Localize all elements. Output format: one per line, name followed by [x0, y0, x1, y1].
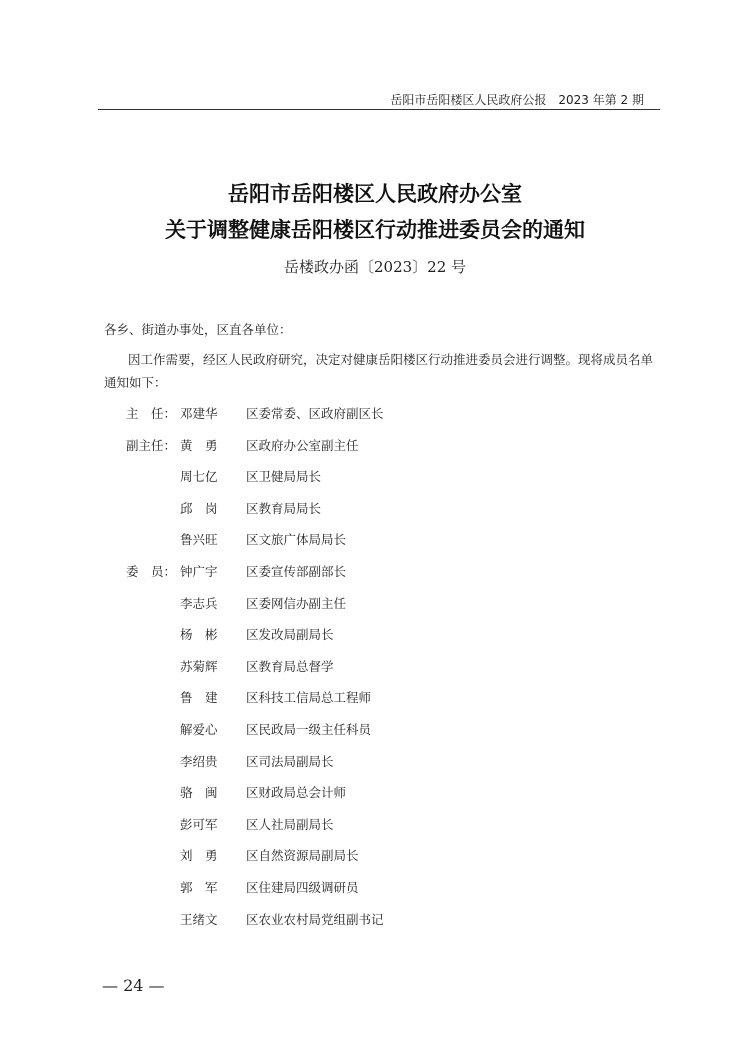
member-row: [0, 783, 750, 803]
member-position: 区文旅广体局局长: [246, 532, 347, 548]
member-name: 鲁兴旺: [180, 532, 218, 548]
member-row: [0, 467, 750, 487]
member-position: 区财政局总会计师: [246, 785, 347, 801]
member-name: 彭可军: [180, 816, 218, 832]
member-position: 区民政局一级主任科员: [246, 722, 372, 737]
member-name: 钟广宇: [180, 564, 218, 579]
member-row: [0, 846, 750, 866]
body-paragraph: 因工作需要，经区人民政府研究，决定对健康岳阳楼区行动推进委员会进行调整。现将成员名单通知如下：: [104, 352, 654, 390]
member-name: 郭 军: [180, 880, 218, 895]
member-row: [0, 562, 750, 582]
member-position: 区卫健局局长: [246, 469, 322, 485]
member-row: [0, 657, 750, 677]
member-name: 刘 勇: [180, 848, 218, 864]
member-position: 区教育局局长: [246, 500, 322, 516]
member-name: 邱 岗: [180, 500, 218, 516]
member-position: 区司法局副局长: [246, 753, 334, 769]
member-row: [0, 878, 750, 898]
header-divider: [98, 109, 660, 110]
member-position: 区人社局副局长: [246, 816, 334, 832]
member-row: [0, 752, 750, 772]
member-name: 王绪文: [180, 911, 218, 927]
member-name: 黄 勇: [180, 437, 218, 453]
member-name: 李绍贵: [180, 753, 218, 769]
member-position: 区委宣传部副部长: [246, 564, 347, 579]
member-row: [0, 404, 750, 424]
member-position: 区委常委、区政府副区长: [246, 406, 384, 421]
member-row: [0, 910, 750, 930]
member-position: 区教育局总督学: [246, 658, 334, 674]
member-row: [0, 688, 750, 708]
member-row: [0, 499, 750, 519]
member-position: 区农业农村局党组副书记: [246, 911, 384, 927]
member-name: 周七亿: [180, 469, 218, 485]
member-row: [0, 625, 750, 645]
member-position: 区科技工信局总工程师: [246, 690, 372, 706]
member-name: 苏菊辉: [180, 658, 218, 674]
member-position: 区自然资源局副局长: [246, 848, 359, 864]
document-title-line-2: 关于调整健康岳阳楼区行动推进委员会的通知: [165, 217, 585, 242]
member-role: 主 任：: [126, 406, 177, 421]
document-number: 岳楼政办函〔2023〕22 号: [283, 258, 467, 276]
member-name: 李志兵: [180, 595, 218, 611]
bulletin-header: 岳阳市岳阳楼区人民政府公报 2023 年第 2 期: [390, 93, 644, 107]
member-role: 委 员：: [126, 564, 177, 579]
page-number: — 24 —: [102, 976, 165, 995]
member-name: 解爱心: [180, 722, 218, 737]
member-role: 副主任：: [126, 437, 177, 453]
document-title-line-1: 岳阳市岳阳楼区人民政府办公室: [228, 181, 522, 206]
member-position: 区政府办公室副主任: [246, 437, 359, 453]
member-name: 杨 彬: [180, 627, 218, 643]
member-position: 区住建局四级调研员: [246, 880, 359, 895]
member-row: [0, 436, 750, 456]
member-row: [0, 594, 750, 614]
member-name: 鲁 建: [180, 690, 218, 706]
salutation: 各乡、街道办事处，区直各单位：: [104, 322, 292, 337]
member-row: [0, 530, 750, 550]
member-row: [0, 815, 750, 835]
member-name: 邓建华: [180, 406, 218, 421]
member-position: 区委网信办副主任: [246, 595, 347, 611]
member-row: [0, 720, 750, 740]
member-name: 骆 闽: [180, 785, 218, 801]
member-position: 区发改局副局长: [246, 627, 334, 643]
